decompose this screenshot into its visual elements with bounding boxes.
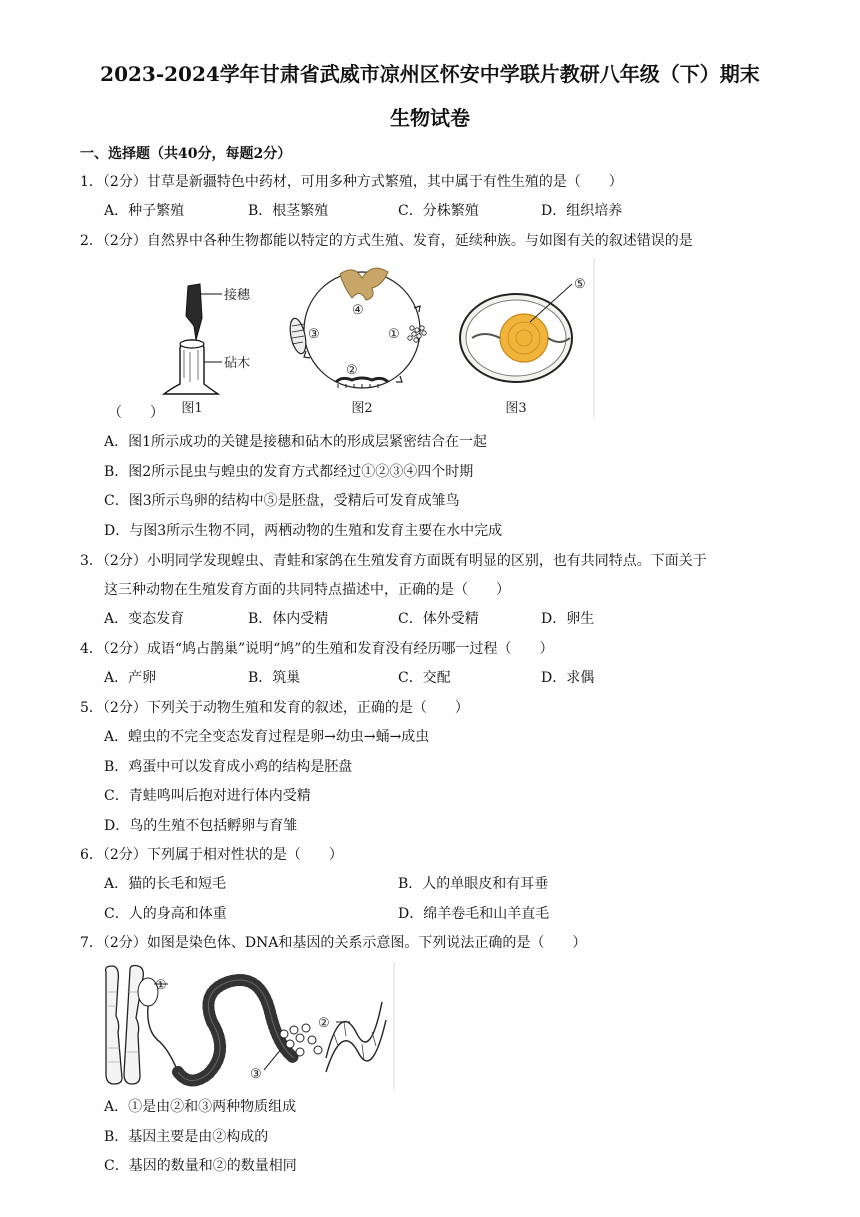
adult-moth xyxy=(340,268,388,300)
exam-title-line2: 生物试卷 xyxy=(390,106,470,130)
q1-option-d: D．组织培养 xyxy=(541,203,623,219)
q3-stem: 3．（2分）小明同学发现蝗虫、青蛙和家鸽在生殖发育方面既有明显的区别，也有共同特点。下面关于 xyxy=(80,553,707,569)
fig1-caption: 图1 xyxy=(181,401,203,416)
q5-stem: 5．（2分）下列关于动物生殖和发育的叙述，正确的是（ ） xyxy=(80,700,469,716)
q7-option-b: B．基因主要是由②构成的 xyxy=(104,1129,269,1145)
q2-option-b: B．图2所示昆虫与蝗虫的发育方式都经过①②③④四个时期 xyxy=(104,464,474,480)
q3-option-c: C．体外受精 xyxy=(398,611,479,627)
egg-yolk xyxy=(500,314,548,362)
q6-options-row2 xyxy=(0,904,860,924)
q4-stem: 4．（2分）成语“鸠占鹊巢”说明“鸠”的生殖和发育没有经历哪一过程（ ） xyxy=(80,641,554,657)
q2-figure-1-grafting xyxy=(150,278,270,418)
q2-option-c: C．图3所示鸟卵的结构中⑤是胚盘，受精后可发育成雏鸟 xyxy=(104,493,460,509)
stage-3-number: ③ xyxy=(308,327,320,342)
q7-stem: 7．（2分）如图是染色体、DNA和基因的关系示意图。下列说法正确的是（ ） xyxy=(80,935,587,951)
part-3-pointer xyxy=(264,1048,282,1070)
q6-option-d: D．绵羊卷毛和山羊直毛 xyxy=(398,906,550,922)
q5-option-c: C．青蛙鸣叫后抱对进行体内受精 xyxy=(104,788,311,804)
dna-strand-2 xyxy=(326,1020,386,1072)
q3-options xyxy=(0,609,860,629)
scion-label: 接穗 xyxy=(224,288,251,303)
q5-option-a: A．蝗虫的不完全变态发育过程是卵→幼虫→蛹→成虫 xyxy=(104,729,430,745)
q2-stem: 2．（2分）自然界中各种生物都能以特定的方式生殖、发育，延续种族。与如图有关的叙述错误的是 xyxy=(80,233,693,249)
q1-option-a: A．种子繁殖 xyxy=(104,203,185,219)
stage-4-number: ④ xyxy=(352,303,364,318)
q5-option-d: D．鸟的生殖不包括孵卵与育雏 xyxy=(104,818,298,834)
q5-option-b: B．鸡蛋中可以发育成小鸡的结构是胚盘 xyxy=(104,759,353,775)
part-1-number: ① xyxy=(155,978,167,993)
dna-strand-1 xyxy=(326,1002,382,1058)
q1-option-b: B．根茎繁殖 xyxy=(248,203,329,219)
q3-option-d: D．卵生 xyxy=(541,611,595,627)
q2-option-a: A．图1所示成功的关键是接穗和砧木的形成层紧密结合在一起 xyxy=(104,434,488,450)
exam-title-line1: 2023-2024学年甘肃省武威市凉州区怀安中学联片教研八年级（下）期末 xyxy=(100,62,760,86)
q4-options xyxy=(0,668,860,688)
q4-option-c: C．交配 xyxy=(398,670,451,686)
fig3-caption: 图3 xyxy=(505,401,527,416)
q7-option-c: C．基因的数量和②的数量相同 xyxy=(104,1158,297,1174)
chromosome-left-arm xyxy=(106,966,122,1084)
part-3-number: ③ xyxy=(250,1067,262,1082)
larva xyxy=(336,378,388,382)
q1-option-c: C．分株繁殖 xyxy=(398,203,479,219)
q7-option-a: A．①是由②和③两种物质组成 xyxy=(104,1099,297,1115)
q1-stem: 1．（2分）甘草是新疆特色中药材，可用多种方式繁殖，其中属于有性生殖的是（ ） xyxy=(80,174,623,190)
part-2-number: ② xyxy=(318,1016,330,1031)
q2-answer-paren: （ ） xyxy=(108,405,164,421)
q1-options xyxy=(0,201,860,221)
q4-option-b: B．筑巢 xyxy=(248,670,301,686)
q4-option-d: D．求偶 xyxy=(541,670,595,686)
q2-figure-2-life-cycle xyxy=(282,258,442,418)
chromatin-thread xyxy=(148,1006,178,1072)
part-5-number: ⑤ xyxy=(574,277,586,292)
stock-top xyxy=(180,340,204,348)
q7-figure-chromosome-dna xyxy=(100,962,396,1090)
eggs xyxy=(408,326,426,342)
q3-option-a: A．变态发育 xyxy=(104,611,185,627)
stage-2-number: ② xyxy=(346,363,358,378)
q2-figure-3-bird-egg xyxy=(454,258,600,418)
stock-label: 砧木 xyxy=(224,356,251,371)
supercoil xyxy=(178,980,294,1081)
q6-stem: 6．（2分）下列属于相对性状的是（ ） xyxy=(80,847,343,863)
q4-option-a: A．产卵 xyxy=(104,670,157,686)
q2-option-d: D．与图3所示生物不同，两栖动物的生殖和发育主要在水中完成 xyxy=(104,523,503,539)
stage-1-number: ① xyxy=(388,327,400,342)
dna-base-pairs xyxy=(334,1022,376,1060)
fig2-caption: 图2 xyxy=(351,401,373,416)
pupa xyxy=(287,317,308,355)
q3-stem-continued: 这三种动物在生殖发育方面的共同特点描述中，正确的是（ ） xyxy=(104,582,510,598)
q6-option-c: C．人的身高和体重 xyxy=(104,906,227,922)
q6-option-b: B．人的单眼皮和有耳垂 xyxy=(398,876,549,892)
scion-shape xyxy=(186,284,202,340)
q6-options-row1 xyxy=(0,874,860,894)
section-heading: 一、选择题（共40分，每题2分） xyxy=(80,146,292,162)
q6-option-a: A．猫的长毛和短毛 xyxy=(104,876,227,892)
q3-option-b: B．体内受精 xyxy=(248,611,329,627)
